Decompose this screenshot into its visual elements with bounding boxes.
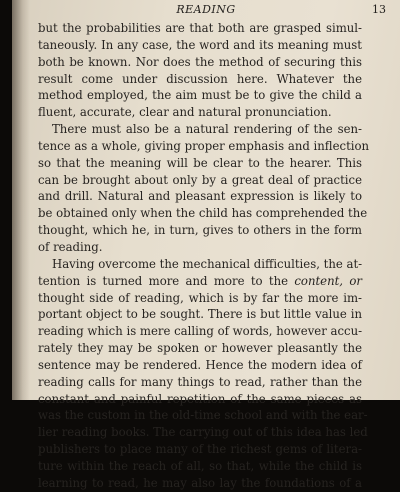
running-head bbox=[12, 2, 400, 18]
book-page bbox=[12, 0, 400, 490]
text-line: There must also be a natural rendering of the sen- bbox=[52, 122, 362, 137]
text-line: reading which is mere calling of words, however accu- bbox=[38, 324, 363, 339]
text-line: portant object to be sought. There is but little value in bbox=[38, 307, 362, 322]
text-line: so that the meaning will be clear to the hearer. This bbox=[38, 155, 362, 170]
body-text bbox=[38, 20, 370, 492]
text-line: be obtained only when the child has comprehended the bbox=[38, 206, 368, 221]
paragraph bbox=[38, 20, 362, 121]
text-line: thought side of reading, which is by far the more im- bbox=[38, 290, 362, 305]
paragraph bbox=[38, 121, 370, 256]
text-line: of reading. bbox=[38, 239, 103, 254]
page-number: 13 bbox=[372, 3, 386, 16]
emphasized-text: content, or bbox=[294, 273, 362, 288]
text-line: constant and painful repetition of the same pieces as bbox=[38, 391, 362, 406]
running-head-title: READING bbox=[176, 3, 236, 16]
text-line: method employed, the aim must be to give the child a bbox=[38, 88, 362, 103]
text-line: taneously. In any case, the word and its meaning must bbox=[38, 37, 362, 52]
text-line: publishers to place many of the richest gems of litera- bbox=[38, 442, 362, 457]
text-line: ture within the reach of all, so that, while the child is bbox=[38, 458, 362, 473]
text-line: thought, which he, in turn, gives to others in the form bbox=[38, 223, 362, 238]
text-line: was the custom in the old-time school and with the ear- bbox=[38, 408, 368, 423]
text-line: reading calls for many things to read, rather than the bbox=[38, 374, 362, 389]
text-line: sentence may be rendered. Hence the modern idea of bbox=[38, 357, 362, 372]
text-line: result come under discussion here. Whatever the bbox=[38, 71, 362, 86]
text-line bbox=[38, 273, 362, 290]
spine-shadow bbox=[12, 0, 30, 400]
text-line: rately they may be spoken or however pleasantly the bbox=[38, 341, 362, 356]
text-line: can be brought about only by a great deal of practice bbox=[38, 172, 362, 187]
text-line: tence as a whole, giving proper emphasis and inflection bbox=[38, 138, 370, 153]
text-line: learning to read, he may also lay the foundations of a bbox=[38, 475, 362, 490]
text-line: but the probabilities are that both are grasped simul- bbox=[38, 21, 362, 35]
text-line: and drill. Natural and pleasant expression is likely to bbox=[38, 189, 362, 204]
text-line: fluent, accurate, clear and natural pronunciation. bbox=[38, 105, 332, 120]
text-line: lier reading books. The carrying out of this idea has led bbox=[38, 425, 368, 440]
paragraph bbox=[38, 256, 368, 492]
text-line: Having overcome the mechanical difficulties, the at- bbox=[52, 256, 363, 271]
text-segment: tention is turned more and more to the bbox=[38, 273, 295, 288]
text-line: both be known. Nor does the method of securing this bbox=[38, 54, 362, 69]
